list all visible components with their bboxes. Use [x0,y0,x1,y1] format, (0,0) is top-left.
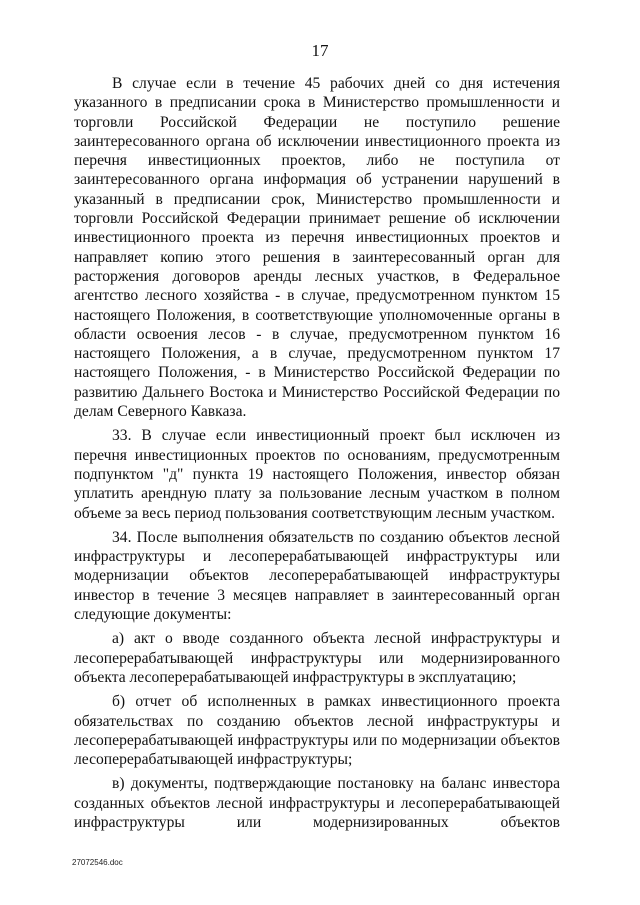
paragraph-34-v: в) документы, подтверждающие постановку на баланс инвестора созданных объектов лесной инфраструктуры и лесоперерабатывающей инфраструктуры или модернизированных объектов [74,775,560,831]
paragraph-ministry-decision: В случае если в течение 45 рабочих дней со дня истечения указанного в предписании срока в Министерство промышленности и торговли Российской Федерации не поступило решение заинтересованного органа об исключении инвестиционного проекта из перечня инвестиционных проектов, либо не поступила от заинтересованного органа информация об устранении нарушений в указанный в предписании срок, Министерство промышленности и торговли Российской Федерации принимает решение об исключении инвестиционного проекта из перечня инвестиционных проектов и направляет копию этого решения в заинтересованный орган для расторжения договоров аренды лесных участков, в Федеральное агентство лесного хозяйства - в случае, предусмотренном пунктом 15 настоящего Положения, в соответствующие уполномоченные органы в области освоения лесов - в случае, предусмотренном пунктом 16 настоящего Положения, а в случае, предусмотренном пунктом 17 настоящего Положения, - в Министерство Российской Федерации по развитию Дальнего Востока и Министерство Российской Федерации по делам Северного Кавказа. [74,75,560,421]
paragraph-34-a: а) акт о вводе созданного объекта лесной инфраструктуры и лесоперерабатывающей инфраструктуры или модернизированного объекта лесоперерабатывающей инфраструктуры в эксплуатацию; [74,630,560,686]
page-number: 17 [311,41,329,60]
document-body [74,74,560,837]
paragraph-34: 34. После выполнения обязательств по созданию объектов лесной инфраструктуры и лесоперерабатывающей инфраструктуры или модернизации объектов лесоперерабатывающей инфраструктуры инвестор в течение 3 месяцев направляет в заинтересованный орган следующие документы: [74,528,560,624]
footer-filename: 27072546.doc [72,858,123,867]
paragraph-34-b: б) отчет об исполненных в рамках инвестиционного проекта обязательствах по созданию объектов лесной инфраструктуры и лесоперерабатывающей инфраструктуры или по модернизации объектов лесоперерабатывающей инфраструктуры; [74,693,560,769]
paragraph-33: 33. В случае если инвестиционный проект был исключен из перечня инвестиционных проектов по основаниям, предусмотренным подпунктом "д" пункта 19 настоящего Положения, инвестор обязан уплатить арендную плату за пользование лесным участком в полном объеме за весь период пользования соответствующим лесным участком. [74,427,560,522]
